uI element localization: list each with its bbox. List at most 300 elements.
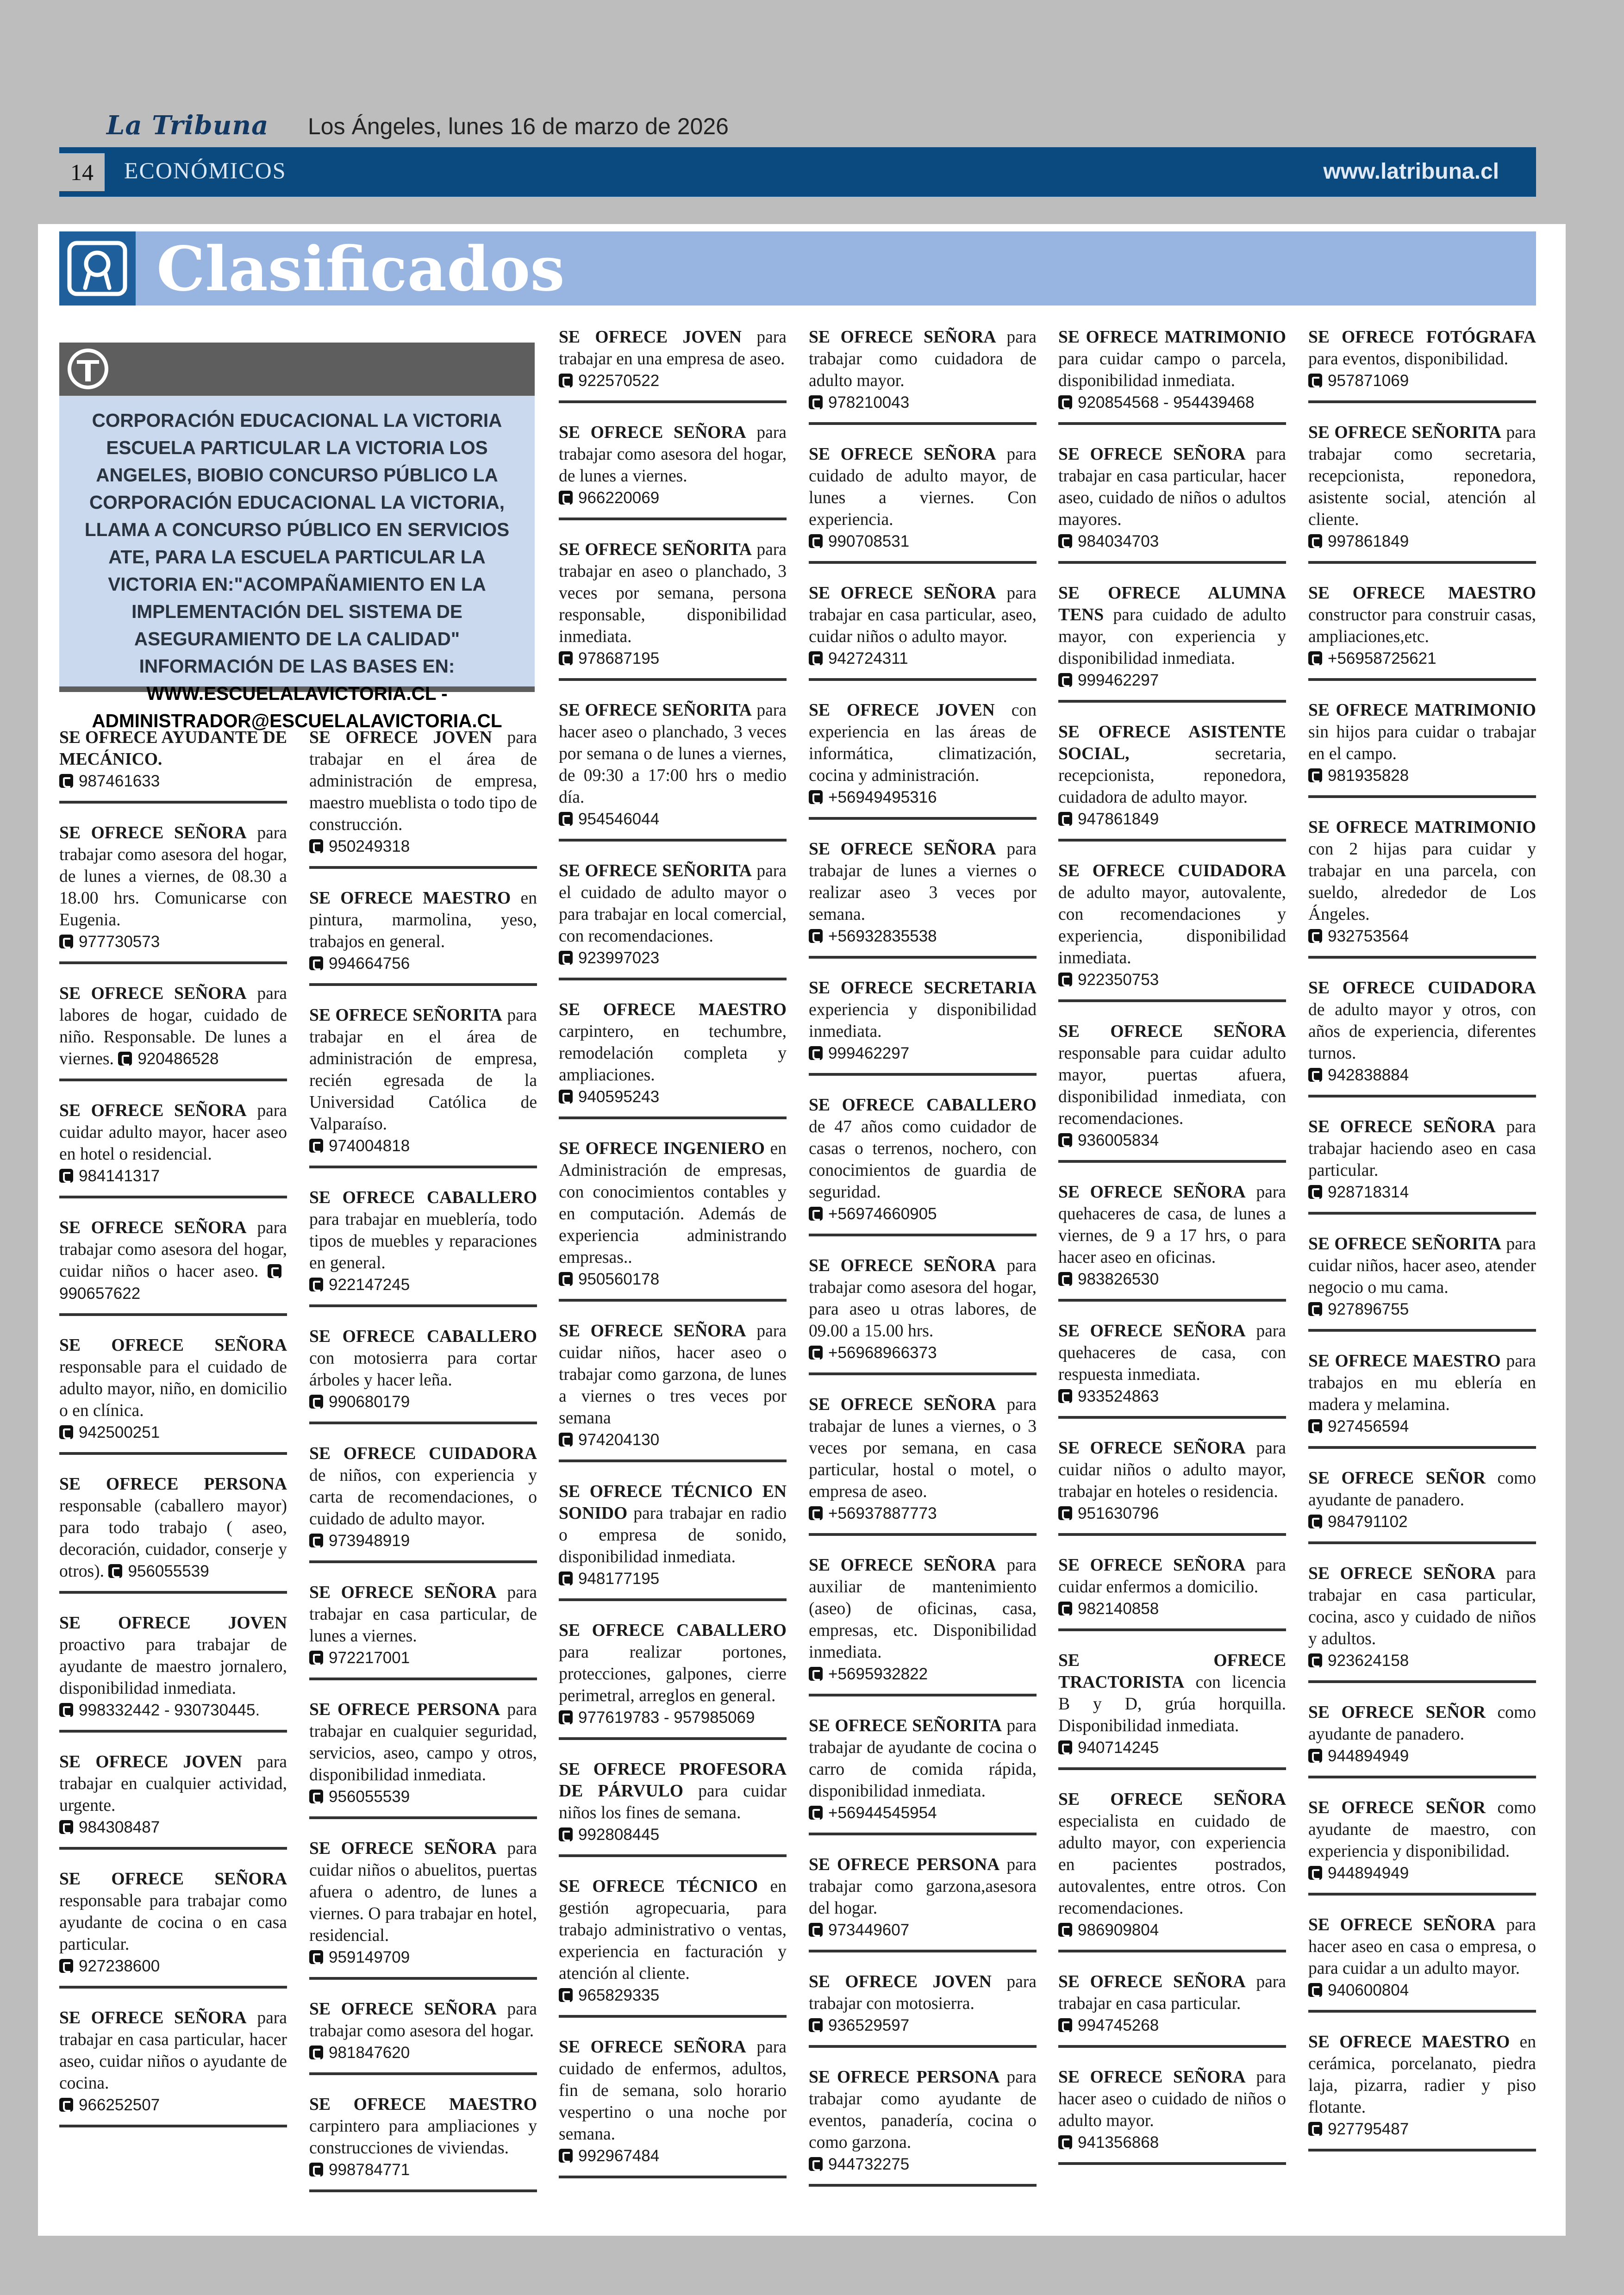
ad-phone[interactable] — [1058, 1129, 1286, 1152]
phone-icon — [1308, 1302, 1322, 1316]
ad-phone-number[interactable]: 994664756 — [329, 954, 410, 973]
ad-phone[interactable] — [309, 953, 537, 975]
phone-icon — [559, 951, 573, 965]
ads-column-4 — [809, 326, 1037, 2205]
phone-icon — [809, 1046, 823, 1060]
ad-phone-number[interactable]: 933524863 — [1078, 1387, 1159, 1405]
ad-phone-number[interactable]: 982140858 — [1078, 1600, 1159, 1618]
phone-icon — [1308, 2122, 1322, 2136]
ad-text: de adulto mayor, autovalente, con recomendaciones y experiencia, disponibilidad inmediata. — [1058, 883, 1286, 967]
ad-phone-number[interactable]: 922147245 — [329, 1276, 410, 1294]
section-bar — [59, 147, 1536, 197]
ad-phone-number[interactable]: 950560178 — [578, 1270, 660, 1288]
ad-text: con licencia B y D, grúa horquilla. Disponibilidad inmediata. — [1058, 1673, 1286, 1735]
ad-phone-number[interactable]: 990708531 — [828, 532, 910, 550]
phone-icon — [559, 651, 573, 665]
ad-text: para trabajar en radio o empresa de sonido, disponibilidad inmediata. — [559, 1504, 787, 1566]
ad-text: para trabajar en casa particular. — [1058, 1972, 1286, 2013]
ad-phone[interactable] — [309, 836, 537, 858]
ad-phone[interactable] — [559, 1086, 787, 1108]
ad-phone[interactable] — [809, 1663, 1037, 1685]
ad-phone[interactable] — [559, 1429, 787, 1451]
ad-title: SE OFRECE SEÑORA — [59, 1101, 247, 1120]
ad-phone-number[interactable]: 948177195 — [578, 1570, 660, 1588]
ad-phone[interactable] — [59, 931, 287, 953]
ad-text: experiencia y disponibilidad inmediata. — [809, 1000, 1037, 1041]
ad-title: SE OFRECE SEÑORITA — [309, 1006, 502, 1025]
classified-ad — [1308, 422, 1536, 564]
phone-icon — [309, 1950, 323, 1964]
ad-title: SE OFRECE SEÑORITA — [559, 701, 752, 720]
ad-phone[interactable] — [309, 1786, 537, 1808]
ad-title: SE OFRECE SEÑOR — [1308, 1798, 1486, 1817]
ad-phone-number[interactable]: 978210043 — [828, 393, 910, 412]
ad-phone[interactable] — [309, 1946, 537, 1969]
featured-notice — [59, 396, 535, 731]
ad-text: constructor para construir casas, ampliaciones,etc. — [1308, 605, 1536, 646]
classified-ad — [809, 699, 1037, 820]
ad-phone[interactable] — [1308, 765, 1536, 787]
ad-phone-number[interactable]: 994745268 — [1078, 2016, 1159, 2034]
ad-phone[interactable] — [809, 1919, 1037, 1941]
ad-phone[interactable] — [59, 1422, 287, 1444]
ad-phone[interactable] — [1308, 648, 1536, 670]
ad-phone[interactable] — [1308, 925, 1536, 948]
ad-text: en Administración de empresas, con conocimientos contables y en computación. Además de experiencia administrando empresas.. — [559, 1139, 787, 1267]
ad-phone[interactable] — [1308, 1862, 1536, 1884]
ad-phone-number[interactable]: 984791102 — [1328, 1513, 1408, 1531]
phone-icon — [559, 812, 573, 826]
ad-phone-number[interactable]: 942500251 — [79, 1423, 160, 1441]
ad-phone[interactable] — [559, 370, 787, 392]
ad-phone[interactable] — [1308, 2118, 1536, 2140]
ad-text: con motosierra para cortar árboles y hacer leña. — [309, 1349, 537, 1390]
ad-phone-number[interactable]: 928718314 — [1328, 1183, 1409, 1201]
ad-phone-number[interactable]: 947861849 — [1078, 810, 1159, 828]
ad-phone[interactable] — [559, 947, 787, 969]
phone-icon — [59, 2098, 73, 2112]
ad-text: para trabajos en mu eblería en madera y melamina. — [1308, 1352, 1536, 1414]
ad-phone[interactable] — [59, 1955, 287, 1977]
ad-phone-number[interactable]: 956055539 — [329, 1788, 410, 1806]
classified-ad — [309, 1699, 537, 1819]
ad-text: para cuidado de adulto mayor, con experiencia y disponibilidad inmediata. — [1058, 605, 1286, 668]
classified-ad — [309, 1838, 537, 1980]
phone-icon — [1308, 1419, 1322, 1433]
ad-phone-number[interactable]: 998332442 - 930730445. — [79, 1701, 260, 1719]
ad-phone-number[interactable]: 974204130 — [578, 1431, 660, 1449]
classified-ad — [809, 582, 1037, 681]
ad-title: SE OFRECE SEÑORITA — [1308, 1235, 1501, 1254]
ad-phone-number[interactable]: 927795487 — [1328, 2120, 1409, 2138]
phone-icon — [1308, 1515, 1322, 1528]
newspaper-logo: La Tribuna — [106, 110, 269, 141]
ad-phone[interactable] — [1308, 370, 1536, 392]
phone-icon — [1058, 1272, 1072, 1286]
ad-phone-number[interactable]: 966220069 — [578, 489, 660, 507]
ad-phone-number[interactable]: 951630796 — [1078, 1504, 1159, 1522]
ad-phone[interactable] — [59, 1816, 287, 1839]
ad-phone[interactable] — [59, 1165, 287, 1187]
featured-notice-header — [59, 343, 535, 396]
ad-phone[interactable] — [1308, 1511, 1536, 1533]
ad-phone-number[interactable]: 927456594 — [1328, 1417, 1409, 1435]
ad-phone[interactable] — [559, 1824, 787, 1846]
ad-phone[interactable] — [59, 2094, 287, 2116]
ad-phone[interactable] — [1058, 530, 1286, 553]
ad-phone[interactable] — [59, 1699, 287, 1721]
phone-icon — [59, 1959, 73, 1973]
ad-phone-number[interactable]: 999462297 — [828, 1044, 910, 1062]
classified-ad — [1058, 1437, 1286, 1536]
ads-column-3 — [559, 326, 787, 2197]
phone-icon — [559, 1272, 573, 1286]
ad-title: SE OFRECE SEÑORA — [1058, 1556, 1246, 1575]
ad-title: SE OFRECE SEÑORA — [809, 445, 996, 464]
ad-phone[interactable] — [809, 2014, 1037, 2037]
ad-phone[interactable] — [1308, 1416, 1536, 1438]
ad-phone[interactable] — [559, 808, 787, 830]
ad-text: carpintero para ampliaciones y construcciones de viviendas. — [309, 2117, 537, 2158]
ad-phone[interactable] — [1058, 1268, 1286, 1291]
ad-phone[interactable] — [809, 786, 1037, 809]
ad-phone-number[interactable]: 940714245 — [1078, 1739, 1159, 1757]
classified-ad — [809, 1554, 1037, 1696]
ad-phone[interactable] — [1058, 1503, 1286, 1525]
ad-phone-number[interactable]: +56937887773 — [828, 1504, 937, 1522]
phone-icon — [309, 1534, 323, 1547]
page-number: 14 — [59, 153, 107, 191]
ad-phone[interactable] — [809, 530, 1037, 553]
ad-phone-number[interactable]: 922570522 — [578, 372, 660, 390]
classified-ad — [809, 1854, 1037, 1952]
ad-phone[interactable] — [1308, 1298, 1536, 1321]
ad-phone[interactable] — [1058, 808, 1286, 830]
phone-icon — [309, 1395, 323, 1409]
ad-phone-number[interactable]: 956055539 — [128, 1562, 209, 1580]
ad-text: para cuidar enfermos a domicilio. — [1058, 1556, 1286, 1597]
ad-title: SE OFRECE CABALLERO — [559, 1621, 787, 1640]
ad-phone-number[interactable]: 974004818 — [329, 1137, 410, 1155]
ad-phone-number[interactable]: 984034703 — [1078, 532, 1159, 550]
ad-phone-number[interactable]: 941356868 — [1078, 2133, 1159, 2152]
ad-phone-number[interactable]: 986909804 — [1078, 1921, 1159, 1939]
ad-phone-number[interactable]: 978687195 — [578, 649, 660, 667]
ad-phone[interactable] — [809, 1503, 1037, 1525]
classified-ad — [59, 1612, 287, 1733]
ad-phone-number[interactable]: 983826530 — [1078, 1270, 1159, 1288]
ad-phone[interactable] — [559, 2145, 787, 2167]
ad-phone-number[interactable]: +56949495316 — [828, 788, 937, 806]
ad-phone-number[interactable]: +5695932822 — [828, 1665, 928, 1683]
ad-phone-number[interactable]: 923997023 — [578, 949, 660, 967]
phone-icon — [1058, 1923, 1072, 1937]
ad-phone-number[interactable]: +56968966373 — [828, 1344, 937, 1362]
classifieds-title: Clasificados — [156, 233, 565, 305]
ad-phone-number[interactable]: 965829335 — [578, 1986, 660, 2004]
classified-ad — [59, 1100, 287, 1198]
ad-phone[interactable] — [309, 1530, 537, 1552]
ad-text: para trabajar como asesora del hogar, para aseo u otras labores, de 09.00 a 15.00 hrs. — [809, 1256, 1037, 1341]
ad-title: SE OFRECE SEÑORA — [1058, 1183, 1246, 1202]
ad-phone-number[interactable]: 997861849 — [1328, 532, 1409, 550]
ads-column-2 — [309, 727, 537, 2211]
ad-phone-number[interactable]: 973449607 — [828, 1921, 910, 1939]
ad-phone[interactable] — [1058, 2014, 1286, 2037]
ad-phone[interactable] — [1308, 1979, 1536, 2002]
ad-phone[interactable] — [559, 1984, 787, 2007]
ad-phone[interactable] — [559, 1568, 787, 1590]
ad-title: SE OFRECE SEÑORA — [809, 840, 996, 859]
ad-title: SE OFRECE PERSONA — [809, 1855, 1000, 1874]
classified-ad — [309, 1443, 537, 1563]
ad-phone-number[interactable]: 936005834 — [1078, 1131, 1159, 1149]
ad-phone-number[interactable]: 981935828 — [1328, 767, 1409, 785]
ad-phone[interactable] — [1058, 1598, 1286, 1620]
featured-notice-contact[interactable]: WWW.ESCUELALAVICTORIA.CL - ADMINISTRADOR@ESCUELALAVICTORIA.CL — [92, 683, 502, 731]
ad-text: para eventos, disponibilidad. — [1308, 349, 1509, 368]
ad-phone-number[interactable]: 973948919 — [329, 1532, 410, 1550]
ad-phone-number[interactable]: 959149709 — [329, 1948, 410, 1966]
ad-phone-number[interactable]: 972217001 — [329, 1649, 410, 1667]
ad-title: SE OFRECE PERSONA — [809, 2068, 1000, 2087]
classified-ad — [559, 1138, 787, 1302]
ad-text: para trabajar como asesora del hogar, cuidar niños o hacer aseo. — [59, 1218, 287, 1281]
ad-text: para trabajar en casa particular, cocina, asco y cuidado de niños y adultos. — [1308, 1564, 1536, 1648]
ad-phone-number[interactable]: 922350753 — [1078, 971, 1159, 989]
classified-ad — [1058, 721, 1286, 842]
ad-phone[interactable] — [1308, 1181, 1536, 1204]
ad-phone[interactable] — [59, 770, 287, 792]
classified-ad — [1308, 1350, 1536, 1449]
phone-icon — [59, 774, 73, 788]
phone-icon — [309, 2163, 323, 2177]
ad-title: SE OFRECE MATRIMONIO — [1058, 328, 1286, 347]
classified-ad — [59, 1751, 287, 1850]
tribuna-t-icon — [59, 343, 117, 396]
ad-phone-number[interactable]: +56974660905 — [828, 1205, 937, 1223]
classified-ad — [1308, 1467, 1536, 1544]
masthead — [60, 110, 1535, 147]
ad-phone-number[interactable]: 966252507 — [79, 2096, 160, 2114]
ad-title: SE OFRECE SEÑORITA — [559, 861, 752, 880]
ad-phone-number[interactable]: 957871069 — [1328, 372, 1409, 390]
ad-phone-number[interactable]: 990680179 — [329, 1393, 410, 1411]
ad-phone-number[interactable]: 927896755 — [1328, 1300, 1409, 1318]
classified-ad — [809, 1971, 1037, 2048]
ad-phone-number[interactable]: 954546044 — [578, 810, 660, 828]
ad-title: SE OFRECE CABALLERO — [809, 1096, 1037, 1115]
classified-ad — [1308, 977, 1536, 1098]
ad-phone[interactable] — [309, 1274, 537, 1296]
phone-icon — [809, 2157, 823, 2171]
classified-ad — [1058, 1181, 1286, 1302]
ad-text: carpintero, en techumbre, remodelación completa y ampliaciones. — [559, 1022, 787, 1085]
ad-text: en pintura, marmolina, yeso, trabajos en general. — [309, 889, 537, 951]
ad-phone[interactable] — [1308, 530, 1536, 553]
ad-text: para labores de hogar, cuidado de niño. Responsable. De lunes a viernes. — [59, 984, 287, 1068]
ad-title: SE OFRECE SEÑORA — [59, 1870, 287, 1889]
ad-phone[interactable] — [1058, 2132, 1286, 2154]
ad-phone[interactable] — [809, 1203, 1037, 1225]
ad-phone[interactable] — [108, 1562, 209, 1580]
ad-text: de niños, con experiencia y carta de recomendaciones, o cuidado de adulto mayor. — [309, 1466, 537, 1528]
ad-phone[interactable] — [309, 1391, 537, 1413]
ad-phone[interactable] — [309, 2159, 537, 2181]
phone-icon — [1058, 1133, 1072, 1147]
ad-phone[interactable] — [809, 1042, 1037, 1065]
phone-icon — [1308, 929, 1322, 943]
ad-title: SE OFRECE SEÑORA — [559, 2038, 746, 2057]
ad-text: para trabajar como ayudante de eventos, panadería, cocina o como garzona. — [809, 2068, 1037, 2152]
ad-phone-number[interactable]: 944894949 — [1328, 1747, 1409, 1765]
classified-ad — [559, 1481, 787, 1601]
ad-title: SE OFRECE ALUMNA TENS — [1058, 584, 1286, 624]
classified-ad — [559, 326, 787, 403]
ad-phone[interactable] — [1308, 1650, 1536, 1672]
ad-title: SE OFRECE ASISTENTE SOCIAL, — [1058, 723, 1286, 763]
ad-text: para trabajar en casa particular, aseo, cuidar niños o adulto mayor. — [809, 584, 1037, 646]
ad-phone[interactable] — [118, 1050, 219, 1068]
ad-phone-number[interactable]: 992808445 — [578, 1826, 660, 1844]
ad-phone-number[interactable]: +56932835538 — [828, 927, 937, 945]
classified-ad — [809, 1715, 1037, 1835]
ad-title: SE OFRECE TRACTORISTA — [1058, 1651, 1286, 1692]
ad-phone[interactable] — [559, 1268, 787, 1291]
classified-ad — [309, 1582, 537, 1680]
ad-phone-number[interactable]: 942724311 — [828, 649, 908, 667]
classified-ad — [59, 727, 287, 804]
phone-icon — [1058, 1389, 1072, 1403]
ad-phone[interactable] — [559, 648, 787, 670]
ad-phone-number[interactable]: 999462297 — [1078, 671, 1159, 689]
ad-phone[interactable] — [309, 2042, 537, 2064]
classified-ad — [59, 983, 287, 1081]
ad-title: SE OFRECE CABALLERO — [309, 1188, 537, 1207]
ad-text: para cuidar niños o abuelitos, puertas afuera o adentro, de lunes a viernes. O para trabajar en hotel, residencial. — [309, 1839, 537, 1945]
ad-phone[interactable] — [1058, 969, 1286, 991]
classified-ad — [809, 2066, 1037, 2187]
ad-phone[interactable] — [309, 1647, 537, 1669]
ad-phone-number[interactable]: 977619783 - 957985069 — [578, 1709, 755, 1727]
ads-column-5 — [1058, 326, 1286, 2183]
ad-phone-number[interactable]: 990657622 — [59, 1285, 141, 1303]
classified-ad — [1058, 1971, 1286, 2048]
classified-ad — [559, 1876, 787, 2018]
ad-phone-number[interactable]: 923624158 — [1328, 1652, 1409, 1670]
classified-ad — [559, 999, 787, 1119]
ad-phone[interactable] — [559, 1707, 787, 1729]
ad-text: para trabajar en casa particular, hacer aseo, cuidado de niños o adultos mayores. — [1058, 445, 1286, 529]
ad-phone-number[interactable]: 992967484 — [578, 2147, 660, 2165]
ad-text: para trabajar de lunes a viernes, o 3 veces por semana, en casa particular, hostal o motel, o empresa de aseo. — [809, 1395, 1037, 1501]
ad-title: SE OFRECE SEÑORA — [809, 1556, 996, 1575]
ad-phone[interactable] — [809, 1342, 1037, 1364]
ad-phone[interactable] — [809, 1802, 1037, 1824]
ad-phone[interactable] — [1308, 1745, 1536, 1767]
ad-title: SE OFRECE SEÑORA — [1058, 1439, 1246, 1458]
ad-phone[interactable] — [1058, 669, 1286, 692]
ad-text: para hacer aseo en casa o empresa, o para cuidar a un adulto mayor. — [1308, 1915, 1536, 1978]
ad-text: con experiencia en las áreas de informática, climatización, cocina y administración. — [809, 701, 1037, 785]
ad-phone[interactable] — [309, 1135, 537, 1157]
ad-title: SE OFRECE SEÑORITA — [559, 540, 752, 559]
ad-phone[interactable] — [1058, 1737, 1286, 1759]
phone-icon — [309, 1651, 323, 1665]
ad-title: SE OFRECE SEÑORA — [809, 1256, 996, 1275]
ad-phone[interactable] — [809, 648, 1037, 670]
ad-phone-number[interactable]: 936529597 — [828, 2016, 910, 2034]
ad-phone-number[interactable]: 920854568 - 954439468 — [1078, 393, 1255, 412]
ads-column-1 — [59, 727, 287, 2146]
ad-phone-number[interactable]: 998784771 — [329, 2161, 410, 2179]
ad-text: para trabajar en cualquier actividad, urgente. — [59, 1752, 287, 1815]
ad-phone-number[interactable]: 940595243 — [578, 1088, 660, 1106]
phone-icon — [1308, 374, 1322, 387]
ad-phone-number[interactable]: 920486528 — [137, 1050, 219, 1068]
ad-phone[interactable] — [1058, 392, 1286, 414]
ad-text: para trabajar en cualquier seguridad, servicios, aseo, campo y otros, disponibilidad inmediata. — [309, 1700, 537, 1784]
ad-phone-number[interactable]: 950249318 — [329, 837, 410, 855]
ad-phone-number[interactable]: 981847620 — [329, 2044, 410, 2062]
classified-ad — [59, 1868, 287, 1989]
classified-ad — [309, 1187, 537, 1307]
ad-phone-number[interactable]: 942838884 — [1328, 1066, 1409, 1084]
ad-phone-number[interactable]: 977730573 — [79, 933, 160, 951]
classified-ad — [59, 1335, 287, 1455]
phone-icon — [809, 1667, 823, 1681]
ad-text: para trabajar en casa particular, hacer aseo, cuidar niños o ayudante de cocina. — [59, 2008, 287, 2093]
ad-phone-number[interactable]: +56958725621 — [1328, 649, 1437, 667]
website-link[interactable]: www.latribuna.cl — [1323, 159, 1499, 184]
phone-icon — [59, 1703, 73, 1717]
ad-text: para realizar portones, protecciones, galpones, cierre perimetral, arreglos en general. — [559, 1643, 787, 1705]
ad-text: para trabajar con motosierra. — [809, 1972, 1037, 2013]
ad-phone[interactable] — [1058, 1385, 1286, 1408]
ad-phone[interactable] — [1308, 1064, 1536, 1086]
ad-text: para trabajar como asesora del hogar, de lunes a viernes. — [559, 423, 787, 486]
ad-phone[interactable] — [559, 487, 787, 509]
ad-phone[interactable] — [809, 2153, 1037, 2176]
ad-phone-number[interactable]: 932753564 — [1328, 927, 1409, 945]
ad-phone[interactable] — [1058, 1919, 1286, 1941]
ad-title: SE OFRECE FOTÓGRAFA — [1308, 328, 1536, 347]
ad-text: para cuidar niños los fines de semana. — [559, 1782, 787, 1822]
classified-ad — [559, 422, 787, 520]
classified-ad — [809, 977, 1037, 1076]
ad-phone-number[interactable]: 984308487 — [79, 1818, 160, 1836]
ad-phone[interactable] — [809, 925, 1037, 948]
ad-phone-number[interactable]: 984141317 — [79, 1167, 160, 1185]
section-title: ECONÓMICOS — [124, 157, 287, 183]
phone-icon — [559, 1827, 573, 1841]
ad-title: SE OFRECE SEÑORA — [809, 1395, 996, 1414]
ad-phone-number[interactable]: 940600804 — [1328, 1981, 1409, 1999]
ad-phone-number[interactable]: 987461633 — [79, 772, 160, 790]
ad-phone-number[interactable]: +56944545954 — [828, 1804, 937, 1822]
ad-title: SE OFRECE SEÑORA — [59, 1336, 287, 1355]
ad-phone-number[interactable]: 944732275 — [828, 2155, 910, 2173]
phone-icon — [268, 1264, 281, 1278]
ad-phone[interactable] — [809, 392, 1037, 414]
ad-phone-number[interactable]: 944894949 — [1328, 1864, 1409, 1882]
ad-phone-number[interactable]: 927238600 — [79, 1957, 160, 1975]
ad-title: SE OFRECE PERSONA — [59, 1475, 287, 1494]
classified-ad — [809, 1094, 1037, 1236]
ad-title: SE OFRECE SEÑORA — [809, 328, 996, 347]
classified-ad — [1058, 582, 1286, 703]
classified-ad — [559, 1320, 787, 1462]
